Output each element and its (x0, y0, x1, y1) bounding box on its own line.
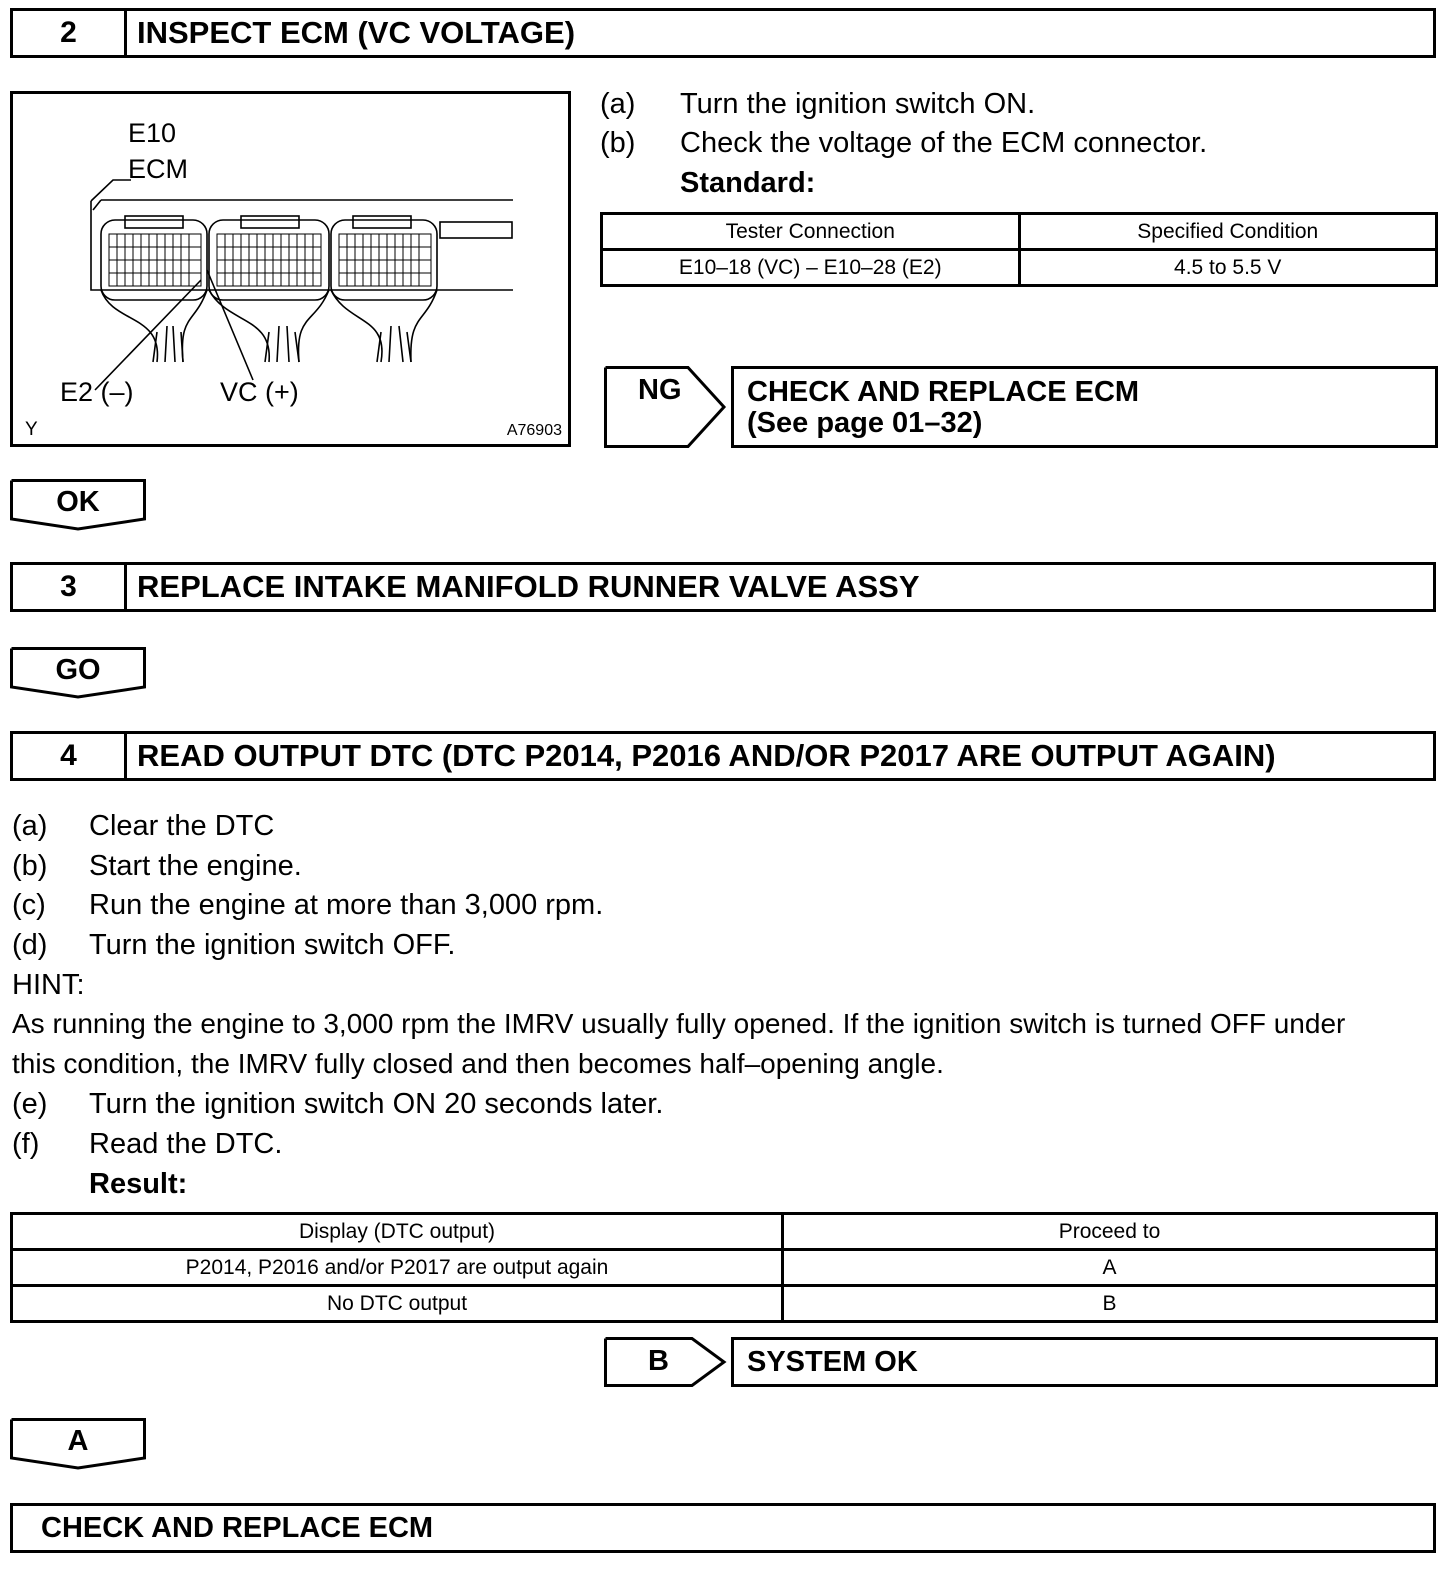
instruction-text: Turn the ignition switch ON. (680, 88, 1036, 120)
step-title: READ OUTPUT DTC (DTC P2014, P2016 AND/OR P2017 ARE OUTPUT AGAIN) (137, 738, 1276, 773)
step-title: REPLACE INTAKE MANIFOLD RUNNER VALVE ASSY (137, 569, 920, 604)
b-result-text: SYSTEM OK (747, 1346, 918, 1378)
table-cell: P2014, P2016 and/or P2017 are output again (12, 1250, 783, 1286)
vc-terminal-label: VC (+) (220, 377, 299, 407)
figure-id: A76903 (506, 422, 562, 439)
table-header-cell: Display (DTC output) (12, 1214, 783, 1250)
instruction-label: (d) (12, 929, 48, 961)
table-cell: No DTC output (12, 1286, 783, 1322)
step-4-header (10, 731, 1436, 781)
ng-label: NG (638, 374, 682, 406)
instruction-text: Check the voltage of the ECM connector. (680, 127, 1208, 159)
table-header-row (12, 1214, 1437, 1250)
instruction-text: Turn the ignition switch ON 20 seconds later. (89, 1088, 664, 1120)
table-header-row (602, 214, 1437, 250)
table-cell: E10–18 (VC) – E10–28 (E2) (602, 250, 1020, 286)
b-label: B (648, 1345, 669, 1377)
table-cell: B (783, 1286, 1437, 1322)
step-title: INSPECT ECM (VC VOLTAGE) (137, 15, 576, 50)
instruction-label: (b) (12, 850, 48, 882)
table-row (12, 1250, 1437, 1286)
instruction-label: (f) (12, 1128, 40, 1160)
step-3-header (10, 562, 1436, 612)
instruction-text: Turn the ignition switch OFF. (89, 929, 456, 961)
instruction-label: (e) (12, 1088, 48, 1120)
instruction-text: Clear the DTC (89, 810, 275, 842)
ok-label: OK (56, 486, 100, 518)
instruction-label: (a) (12, 810, 48, 842)
final-action-title: CHECK AND REPLACE ECM (41, 1511, 434, 1544)
hint-line-1: As running the engine to 3,000 rpm the IMRV usually fully opened. If the ignition switch is turned OFF under (12, 1008, 1346, 1039)
go-label: GO (55, 654, 101, 686)
standard-table (600, 212, 1438, 287)
step-number: 4 (13, 734, 127, 778)
b-result-box (731, 1337, 1438, 1387)
instruction-label: (c) (12, 889, 46, 921)
ng-result-line2: (See page 01–32) (747, 407, 983, 439)
instruction-text: Read the DTC. (89, 1128, 283, 1160)
table-row (12, 1286, 1437, 1322)
instruction-label: (a) (600, 88, 636, 120)
final-action-box (10, 1503, 1436, 1553)
table-header-cell: Proceed to (783, 1214, 1437, 1250)
connector-label: E10 (128, 118, 177, 148)
ng-result-line1: CHECK AND REPLACE ECM (747, 376, 1140, 408)
table-header-cell: Tester Connection (602, 214, 1020, 250)
hint-label: HINT: (12, 969, 85, 1001)
ng-branch-arrow (604, 366, 728, 448)
table-row (602, 250, 1437, 286)
table-cell: A (783, 1250, 1437, 1286)
table-header-cell: Specified Condition (1019, 214, 1437, 250)
ng-result-box (731, 366, 1438, 448)
ecm-connector-diagram (10, 91, 571, 447)
table-cell: 4.5 to 5.5 V (1019, 250, 1437, 286)
a-label: A (67, 1425, 89, 1457)
result-label: Result: (89, 1168, 188, 1200)
go-branch-tab (10, 647, 146, 699)
step-number: 2 (13, 11, 127, 55)
e2-terminal-label: E2 (–) (60, 377, 134, 407)
component-label: ECM (128, 154, 188, 184)
step-number: 3 (13, 565, 127, 609)
hint-line-2: this condition, the IMRV fully closed and then becomes half–opening angle. (12, 1048, 944, 1079)
ok-branch-tab (10, 479, 146, 531)
result-table (10, 1212, 1438, 1323)
standard-label: Standard: (680, 167, 816, 199)
step-2-header (10, 8, 1436, 58)
instruction-text: Run the engine at more than 3,000 rpm. (89, 889, 604, 921)
corner-letter: Y (25, 419, 38, 440)
a-branch-tab (10, 1418, 146, 1470)
instruction-text: Start the engine. (89, 850, 302, 882)
instruction-label: (b) (600, 127, 636, 159)
b-branch-arrow (604, 1337, 728, 1387)
